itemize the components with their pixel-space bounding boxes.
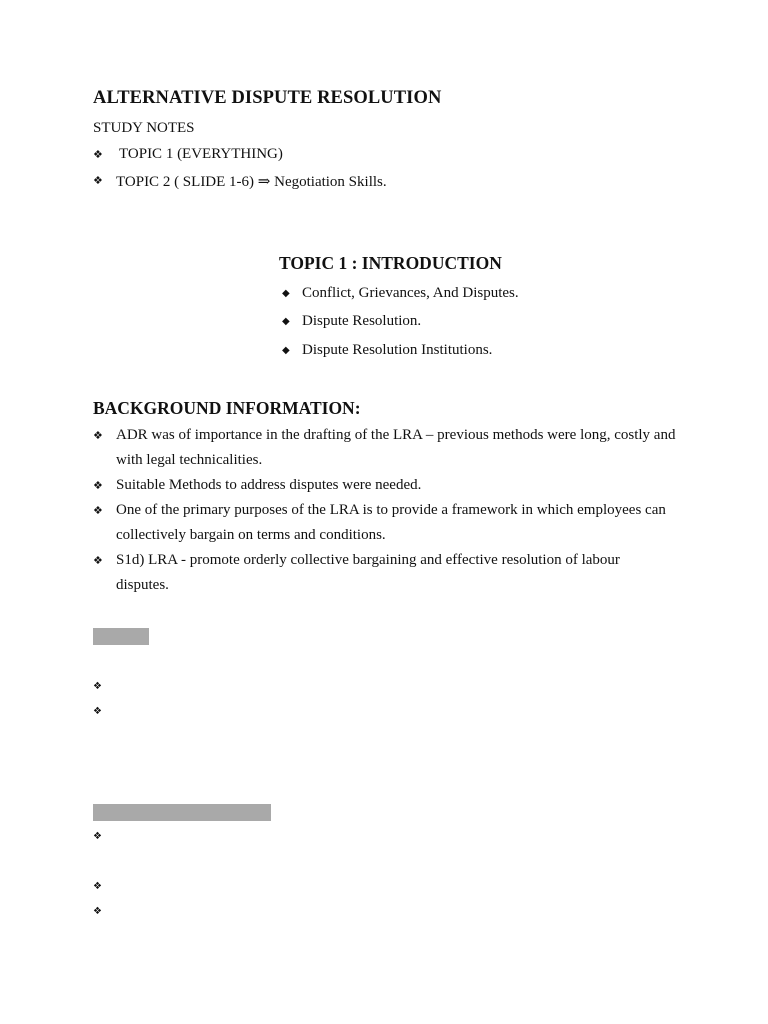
redacted-heading-bar [93,804,271,821]
black-diamond-icon: ◆ [282,288,290,299]
topic1-item: Dispute Resolution. [302,313,422,329]
four-petal-diamond-icon: ❖ [93,148,103,161]
black-diamond-icon: ◆ [282,316,290,327]
four-petal-diamond-icon: ❖ [93,681,102,692]
four-petal-diamond-icon: ❖ [93,504,103,517]
black-diamond-icon: ◆ [282,345,290,356]
four-petal-diamond-icon: ❖ [93,429,103,442]
four-petal-diamond-icon: ❖ [93,906,102,917]
header-item-topic2: TOPIC 2 ( SLIDE 1-6) ⇒ Negotiation Skills. [116,174,387,190]
background-heading: BACKGROUND INFORMATION: [93,398,361,418]
background-item: ADR was of importance in the drafting of the LRA – previous methods were long, costly and with legal technicalities. [116,427,676,468]
four-petal-diamond-icon: ❖ [93,174,103,187]
document-title: ALTERNATIVE DISPUTE RESOLUTION [93,88,442,108]
topic1-item: Conflict, Grievances, And Disputes. [302,285,519,301]
background-item: S1d) LRA - promote orderly collective bargaining and effective resolution of labour disputes. [116,552,620,593]
background-item: Suitable Methods to address disputes were needed. [116,477,422,493]
four-petal-diamond-icon: ❖ [93,831,102,842]
redacted-heading-bar [93,628,149,645]
four-petal-diamond-icon: ❖ [93,706,102,717]
four-petal-diamond-icon: ❖ [93,479,103,492]
four-petal-diamond-icon: ❖ [93,881,102,892]
header-item-topic1: TOPIC 1 (EVERYTHING) [119,146,283,162]
background-item: One of the primary purposes of the LRA is to provide a framework in which employees can collectively bargain on terms and conditions. [116,502,666,543]
four-petal-diamond-icon: ❖ [93,554,103,567]
topic1-item: Dispute Resolution Institutions. [302,342,493,358]
topic1-heading: TOPIC 1 : INTRODUCTION [279,253,502,273]
document-subtitle: STUDY NOTES [93,120,195,136]
